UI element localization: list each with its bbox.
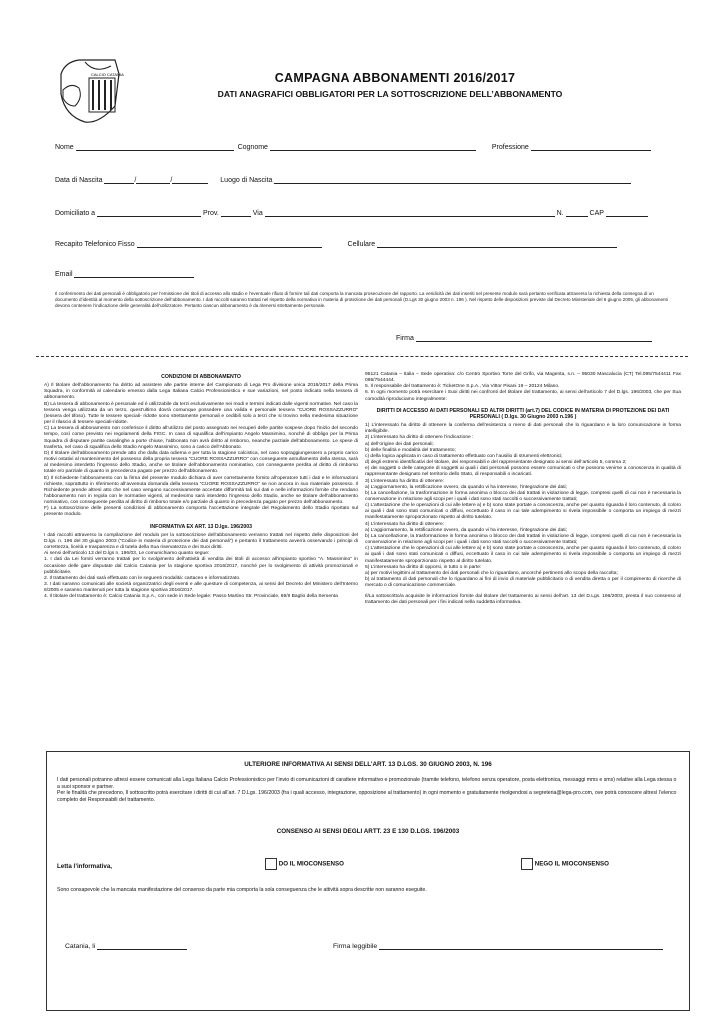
professione-label: Professione [491, 144, 529, 151]
catania-label: Catania, li [65, 943, 96, 950]
informativa-3: 3. I dati saranno comunicati alle società organizzatrici degli eventi e alle questure di competenza, ai sensi del Decreto del Ministero dell’Interno 6/2005 e saranno mantenuti per tutta la stagione sportiva 2016/2017. [44, 582, 358, 594]
page-title: CAMPAGNA ABBONAMENTI 2016/2017 [274, 71, 516, 85]
conditions-heading: CONDIZIONI DI ABBONAMENTO [161, 374, 241, 380]
professione-field[interactable] [531, 142, 651, 151]
nome-label: Nome [55, 144, 74, 151]
sede-operativa: 95121 Catania – Italia – Sede operativa: c/o Centro Sportivo Torre del Grifo, via Magenta, s.n. – 95030 Mascalucia (CT) Tel.095/7544411 Fax 095/7544444. [365, 372, 681, 384]
informativa-ai-sensi: Ai sensi dell’articolo 13 del D.lgs n. 196/03, Le comunichiamo quanto segue: [44, 551, 210, 557]
svg-text:CALCIO CATANIA: CALCIO CATANIA [91, 72, 124, 77]
condition-f: F) La sottoscrizione delle presenti condizioni di abbonamento comporta l’accettazione integrale del Regolamento dello Stadio riportato sul presente modulo. [44, 506, 358, 518]
letta-label: Letta l’informativa, [57, 863, 113, 870]
firma-field[interactable] [416, 333, 652, 342]
cellulare-label: Cellulare [347, 241, 376, 248]
form-row-email [55, 269, 194, 278]
right-2e: e) dei soggetti o delle categorie di soggetti ai quali i dati personali possono essere comunicati o che possono venirne a conoscenza in qualità di rappresentante designato nel territorio dello Stato, di responsabili o incaricati. [365, 466, 681, 478]
right-2d: d) degli estremi identificativi del titolare, dei responsabili e del rappresentante designato ai sensi dell’articolo 5, comma 2; [365, 460, 627, 466]
right-4c: c) L’attestazione che le operazioni di cui alle lettere a) e b) sono state portate a conoscenza, anche per quanto riguarda il loro contenuto, di coloro ai quali i dati sono stati comunicati o diffusi, eccettuato il caso in cui tale adempimento si rivela impossibile o comporta un impiego di mezzi manifestatamente sproporzionato rispetto al diritto tutelato. [365, 546, 681, 564]
right-3c: c) L’attestazione che le operazioni di cui alle lettere a) e b) sono state portate a conoscenza, anche per quanto riguarda il loro contenuto, di coloro ai quali i dati sono stati comunicati o diffusi, eccettuato il caso in cui tale adempimento si rivela impossibile o comporta un impiego di mezzi manifestatamente sproporzionato rispetto al diritto tutelato. [365, 503, 681, 521]
consent-box [46, 751, 690, 1011]
further-info-text [57, 777, 679, 803]
prov-field[interactable] [221, 208, 251, 217]
email-label: Email [55, 271, 73, 278]
nego-consent-label: NEGO IL MIOCONSENSO [534, 860, 609, 868]
diritti-intro: 6. In ogni momento potrà esercitare i Suoi diritti nei confronti del titolare del trattamento, ai sensi dell’articolo 7 del D.lgs. 196/2003, che per Sua comodità riproduciamo integralmente: [365, 390, 681, 402]
condition-a: A) Il titolare dell’abbonamento ha diritto ad assistere alle partite interne del Campionato di Lega Pro divisione unica 2016/2017 della Prima Squadra, in conformità al calendario emesso dalla Lega Italiana Calcio Professionistico e sue variazioni, nel posto indicato nella tessera di abbonamento. [44, 383, 358, 401]
signature-row [333, 942, 663, 950]
right-2a: a) dell’origine dei dati personali; [365, 441, 434, 447]
condition-e: E) Il richiedente l’abbonamento con la firma del presente modulo dichiara di aver correttamente fornito all’operatore tutti i dati e le informazioni richieste, soprattutto in riferimento all’avvenuta domanda della tessera “CUORE ROSSAZZURRO” se non ancora in suo materiale possesso. Il Richiedente prende altresì atto che nel caso vengano successivamente accertate difformità tali sui dati e nelle informazioni fornite che rendano l’abbonamento non in regola con le normative vigenti, al medesimo sarà interdetto l’ingresso dello Stadio, anche se titolare dell’abbonamento nominativo, con conseguente perdita al diritto di rimborso totale e/o parziale di quanto in precedenza pagato per prezzo dell’abbonamento. [44, 475, 358, 506]
nego-consent-checkbox[interactable] [521, 858, 533, 870]
catania-date [65, 942, 187, 950]
cap-field[interactable] [606, 208, 648, 217]
cognome-label: Cognome [237, 144, 268, 151]
date-field[interactable] [97, 942, 187, 950]
page-subtitle: DATI ANAGRAFICI OBBLIGATORI PER LA SOTTOSCRIZIONE DELL’ABBONAMENTO [217, 89, 563, 99]
recapito-field[interactable] [137, 239, 322, 248]
form-row-phone [55, 239, 617, 248]
firma-leggibile-field[interactable] [379, 942, 663, 950]
do-consent-option[interactable] [265, 858, 344, 870]
rights-heading: DIRITTI DI ACCESSO AI DATI PERSONALI ED ALTRI DIRITTI (art.7) DEL CODICE IN MATERIA DI PROTEZIONE DEI DATI PERSONALI ( D.lgs. 30 Giugno 2003 n.196 ) [376, 407, 670, 420]
cap-label: CAP [589, 210, 604, 217]
right-1: 1) L’interessato ha diritto di ottenere la conferma dell’esistenza o meno di dati personali che lo riguardano e la loro comunicazione in forma intelligibile. [365, 423, 681, 435]
right-4b: b) La cancellazione, la trasformazione in forma anonima o blocco dei dati trattati in violazione di legge, compresi quelli di cui non è necessaria la conservazione in relazione agli scopi per i quali i dati sono stati raccolti o successivamente trattati; [365, 533, 681, 546]
firma-label: Firma [396, 335, 414, 342]
nome-field[interactable] [76, 142, 234, 151]
responsabile: 5. Il responsabile del trattamento è: TicketOne S.p.A., Via Vittor Pisani 19 – 20124 Milano. [365, 384, 560, 390]
do-consent-label: DO IL MIOCONSENSO [278, 860, 344, 868]
calcio-catania-logo [55, 54, 127, 126]
via-field[interactable] [265, 208, 555, 217]
domiciliato-label: Domiciliato a [55, 210, 96, 217]
right-4: 4) L’interessato ha diritto di ottenere: [365, 521, 445, 527]
cut-line [36, 356, 688, 357]
condition-c: C) La tessera di abbonamento non conferisce il diritto all’utilizzo del posto assegnato nei recuperi delle partite sospese dopo l’inizio del secondo tempo, così come previsto nei regolamenti della FIGC. In caso di squalifica dell’impianto Angelo Massimino, nonché di obbligo per la Prima Squadra di disputare partite casalinghe a porte chiuse, l’abbonato non avrà diritto al rimborso, neanche parziale dell’abbonamento. Le spese di trasferta, nel caso di squalifica dello Stadio Angelo Massimino, sono a carico dell’Abbonato. [44, 426, 358, 450]
informativa-intro: I dati raccolti attraverso la compilazione del modulo per la sottoscrizione dell’abbonamento verranno trattati nel rispetto delle disposizioni del D.lgs. n. 196 del 30 giugno 2003 (“Codice in materia di protezione dei dati personali”) e pertanto il trattamento avverrà osservando i principi di correttezza, liceità e trasparenza e di tutela della Sua riservatezza e dei Suoi diritti. [44, 532, 358, 551]
informativa-heading: INFORMATIVA EX ART. 13 D.lgs. 196/2003 [149, 523, 253, 530]
n-label: N. [556, 210, 564, 217]
rights-column [365, 372, 681, 607]
right-3b: b) La cancellazione, la trasformazione in forma anonima o blocco dei dati trattati in violazione di legge, compresi quelli di cui non è necessaria la conservazione in relazione agli scopi per i quali i dati sono stati raccolti o successivamente trattati; [365, 490, 681, 502]
condition-b: B) La tessera di abbonamento è personale ed è utilizzabile da terzi esclusivamente nei modi e termini indicati dalle vigenti normative. Nel caso la tessera venga utilizzata da un terzo, quest’ultimo dovrà comunque possedere una valida e personale tessera “CUORE ROSSAZZURRO” (tessera del tifoso). Tutte le tessere speciali- ridotte sono strettamente personali e cedibili solo a terzi che si trovino nella medesima situazione per il rilascio di tessere speciali-ridotte. [44, 401, 358, 426]
form-row-signature [396, 333, 652, 342]
informativa-4: 4. Il titolare del trattamento è: Calcio Catania S.p.A., con sede in Sede legale: Passo Martino Str. Provinciale, 69/II Baglio della Sementa [44, 594, 338, 600]
right-5: 5) L’interessato ha diritto di opporsi, in tutto o in parte: [365, 564, 482, 570]
birth-day-field[interactable] [104, 175, 134, 184]
email-field[interactable] [74, 269, 194, 278]
luogo-nascita-field[interactable] [274, 175, 631, 184]
via-label: Via [252, 210, 263, 217]
consent-statement: Il/La sottoscritto/a acquisite le informazioni fornite dal titolare del trattamento ai sensi dell’art. 13 del D.Lgs. 196/2003, presta il suo consenso al trattamento dei dati personali per i fini indicati nella suddetta informativa. [365, 594, 681, 606]
further-info-paragraph-2: Per le finalità che precedono, Il sottoscritto potrà esercitare i diritti di cui all’art. 7 D.Lgs. 196/2003 (fra i quali accesso, integrazione, opposizione al trattamento) in ogni momento e gratuitamente rivolgendosi a segreteria@lega-pro.com, ove potrà conoscere altresì l’elenco completo dei Responsabili del trattamento. [57, 790, 677, 803]
right-5a: a) per motivi legittimi al trattamento dei dati personali che lo riguardano, ancorché pertinenti allo scopo della raccolta; [365, 570, 618, 576]
right-3: 3) L’interessato ha diritto di ottenere: [365, 478, 445, 484]
condition-d: D) Il titolare dell’abbonamento prende atto che dalla data odierna e per tutta la stagione calcistica, nel caso sopraggiungessero a proprio carico motivi ostativi al mantenimento del possesso della propria tessera “CUORE ROSSAZZURRO” con conseguente annullamento della stessa, sarà al medesimo interdetto l’ingresso dello Stadio, anche se titolare dell’abbonamento nominativo, con conseguente perdita al diritto di rimborso totale e/o parziale di quanto in precedenza pagato per prezzo dell’abbonamento. [44, 450, 358, 475]
prov-label: Prov. [202, 210, 219, 217]
form-row-birth: Data di Nascita / / Luogo di Nascita [55, 175, 631, 184]
birth-year-field[interactable] [172, 175, 208, 184]
further-info-heading: ULTERIORE INFORMATIVA AI SENSI DELL’ART. 13 D.LGS. 30 GIUGNO 2003, N. 196 [244, 761, 492, 768]
right-2: 2) L’interessato ha diritto di ottenere l’indicazione : [365, 435, 474, 441]
right-2c: c) della logica applicata in caso di trattamento effettuato con l’ausilio di strumenti elettronici; [365, 453, 563, 459]
right-3a: a) L’aggiornamento, la rettificazione ovvero, da quando vi ha interesse, l’integrazione dei dati; [365, 484, 567, 490]
conditions-column [44, 372, 358, 600]
n-field[interactable] [566, 208, 588, 217]
luogo-nascita-label: Luogo di Nascita [220, 177, 273, 184]
do-consent-checkbox[interactable] [265, 858, 277, 870]
consent-note: Sono consapevole che la mancata manifestazione del consenso da parte mia comporta la sola conseguenza che le attività sopra descritte non saranno eseguite. [57, 887, 427, 893]
informativa-1: 1. I dati da Lei forniti verranno trattati per lo svolgimento dell’attività di vendita dei titoli di accesso all’impianto sportivo “A. Massimino” in occasione delle gare disputate dal Calcio Catania per la stagione sportiva 2016/2017, nonché per lo svolgimento di attività promozionali e pubblicitarie. [44, 557, 358, 575]
data-nascita-label: Data di Nascita [55, 177, 103, 184]
form-row-name [55, 142, 651, 151]
consent-heading: CONSENSO AI SENSI DEGLI ARTT. 23 E 130 D.LGS. 196/2003 [276, 828, 460, 835]
right-4a: a) L’aggiornamento, la rettificazione ovvero, da quando vi ha interesse, l’integrazione dei dati; [365, 527, 567, 533]
further-info-paragraph-1: I dati personali potranno altresì essere comunicati alla Lega Italiana Calcio Professionistico per l’invio di comunicazioni di carattere informativo e promozionale (tramite telefono, telefono senza operatore, posta elettronica, messaggi mms e sms) relative alla Lega stessa o a suoi sponsor e partner. [57, 777, 677, 790]
form-row-address [55, 208, 648, 217]
firma-leggibile-label: Firma leggibile [333, 943, 378, 950]
recapito-label: Recapito Telefonico Fisso [55, 241, 135, 248]
informativa-2: 2. Il trattamento dei dati sarà effettuato con le seguenti modalità: cartaceo e informatizzato. [44, 575, 241, 581]
birth-month-field[interactable] [136, 175, 170, 184]
right-2b: b) delle finalità e modalità del trattamento; [365, 447, 456, 453]
privacy-disclaimer: Il conferimento dei dati personali è obbligatorio per l’emissione dei titoli di accesso allo stadio e l’eventuale rifiuto di fornire tali dati comporta la mancata prosecuzione del rapporto. La veridicità dei dati inseriti nel presente modulo sarà pertanto verificata attraverso la richiesta della consegna di un documento d’identità al momento della sottoscrizione dell’abbonamento. I dati raccolti saranno trattati nel rispetto della normativa in materia di protezione dei dati personali (D.Lgs 30 giugno 2003 n. 196 ). Nel rispetto delle disposizioni previste dal Decreto Ministeriale del 6 giugno 2005, gli abbonamenti devono contenere l’indicazione delle generalità dell’utilizzatore. Pertanto ciascun abbonamento è da ritenersi strettamente personale. [55, 291, 668, 309]
cognome-field[interactable] [270, 142, 476, 151]
nego-consent-option[interactable] [521, 858, 609, 870]
domiciliato-field[interactable] [97, 208, 201, 217]
cellulare-field[interactable] [377, 239, 617, 248]
right-5b: b) al trattamento di dati personali che lo riguardano ai fini di invio di materiale pubblicitario o di vendita diretta o per il compimento di ricerche di mercato o di comunicazione commerciale. [365, 577, 681, 589]
